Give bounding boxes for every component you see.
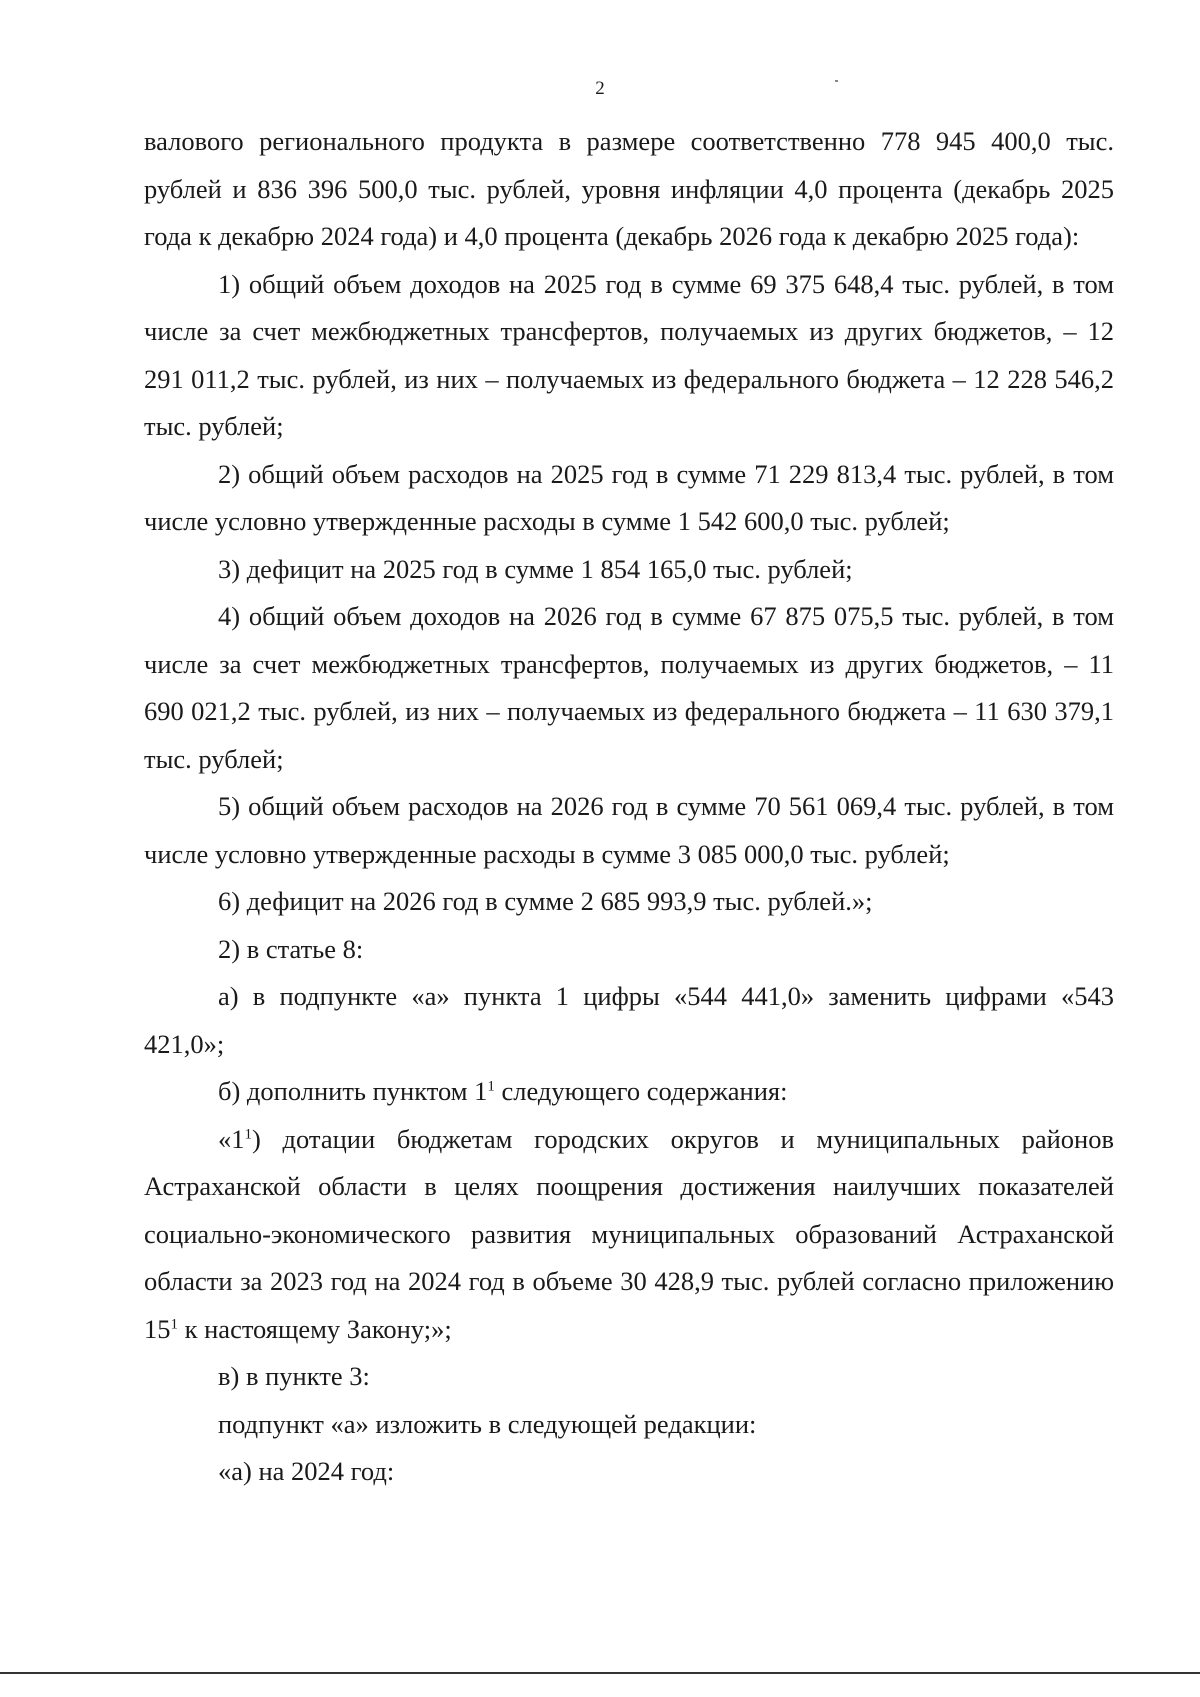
paragraph-item-2: 2) общий объем расходов на 2025 год в сумме 71 229 813,4 тыс. рублей, в том числе условно утвержденные расходы в сумме 1 542 600,0 тыс. рублей; (144, 458, 1114, 536)
superscript: 1 (170, 1315, 178, 1332)
text-segment: ) дотации бюджетам городских округов и муниципальных районов Астраханской области в целях поощрения достижения наилучших показателей социально-экономического развития муниципальных образований Астраханской области за 2023 год на 2024 год в объеме 30 428,9 тыс. рублей согласно приложению 15 (144, 1123, 1114, 1344)
document-body (144, 118, 1114, 1496)
paragraph-item-3: 3) дефицит на 2025 год в сумме 1 854 165,0 тыс. рублей; (218, 553, 853, 584)
text-segment: следующего содержания: (494, 1076, 788, 1106)
paragraph-subitem-v: в) в пункте 3: (218, 1361, 370, 1391)
superscript: 1 (244, 1125, 252, 1142)
scan-speck (835, 80, 838, 82)
text-segment: «1 (218, 1123, 245, 1154)
paragraph-subsidy-clause (144, 1116, 1114, 1354)
paragraph-item-5: 5) общий объем расходов на 2026 год в сумме 70 561 069,4 тыс. рублей, в том числе условно утвержденные расходы в сумме 3 085 000,0 тыс. рублей; (144, 791, 1114, 869)
paragraph-continuation: валового регионального продукта в размере соответственно 778 945 400,0 тыс. рублей и 836 396 500,0 тыс. рублей, уровня инфляции 4,0 процента (декабрь 2025 года к декабрю 2024 года) и 4,0 процента (декабрь 2026 года к декабрю 2025 года): (144, 126, 1114, 251)
text-segment: к настоящему Закону;»; (178, 1313, 452, 1344)
paragraph-redaction: подпункт «а» изложить в следующей редакции: (218, 1408, 757, 1439)
paragraph-subitem-b (144, 1068, 1114, 1116)
paragraph-year-2024: «а) на 2024 год: (218, 1456, 395, 1486)
paragraph-item-6: 6) дефицит на 2026 год в сумме 2 685 993,9 тыс. рублей.»; (218, 886, 873, 916)
page-number: 2 (595, 78, 605, 99)
bottom-rule (0, 1672, 1200, 1674)
superscript: 1 (487, 1078, 495, 1095)
paragraph-item-4: 4) общий объем доходов на 2026 год в сумме 67 875 075,5 тыс. рублей, в том числе за счет межбюджетных трансфертов, получаемых из других бюджетов, – 11 690 021,2 тыс. рублей, из них – получаемых из федерального бюджета – 11 630 379,1 тыс. рублей; (144, 601, 1114, 774)
paragraph-item-1: 1) общий объем доходов на 2025 год в сумме 69 375 648,4 тыс. рублей, в том числе за счет межбюджетных трансфертов, получаемых из других бюджетов, – 12 291 011,2 тыс. рублей, из них – получаемых из федерального бюджета – 12 228 546,2 тыс. рублей; (144, 268, 1114, 441)
text-segment: б) дополнить пунктом 1 (218, 1076, 488, 1106)
paragraph-subitem-a: а) в подпункте «а» пункта 1 цифры «544 441,0» заменить цифрами «543 421,0»; (144, 981, 1114, 1059)
paragraph-article-8: 2) в статье 8: (218, 933, 364, 964)
